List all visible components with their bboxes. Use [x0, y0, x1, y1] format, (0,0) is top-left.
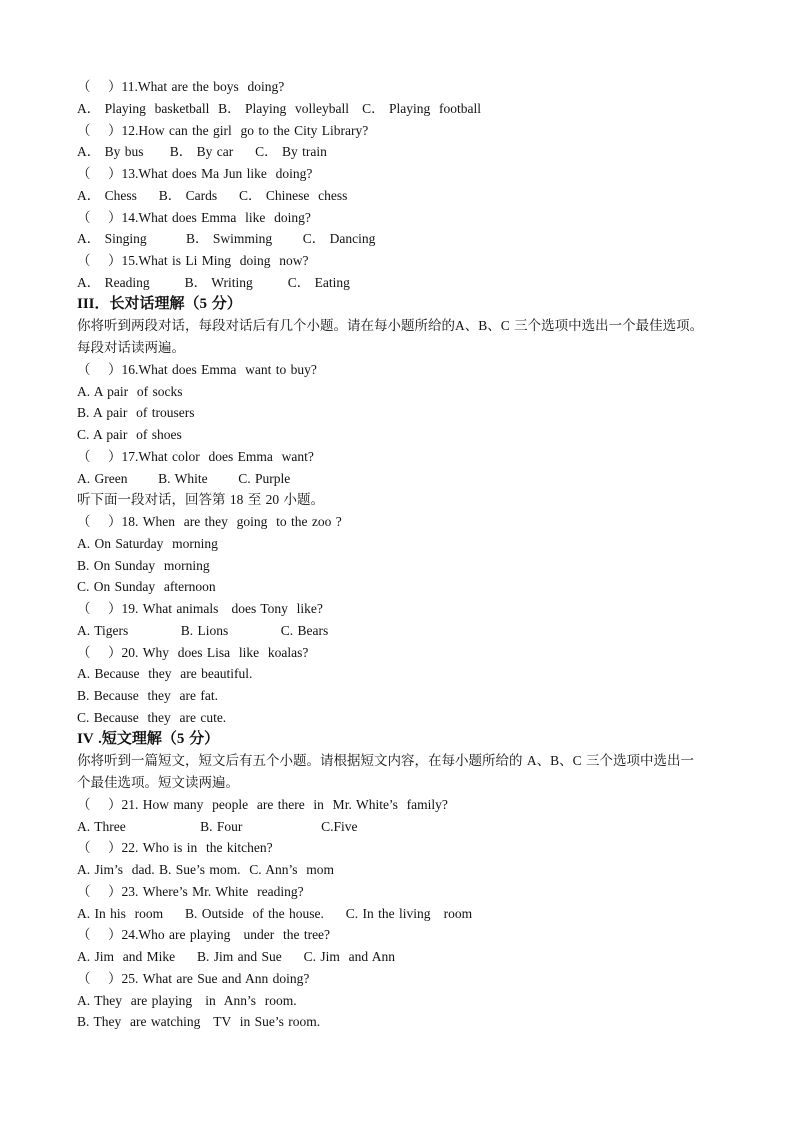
l14: A. A pair of socks: [77, 383, 183, 399]
instruction-line: 每段对话读两遍。: [77, 340, 185, 355]
l43: B. They are watching TV in Sue’s room.: [77, 1014, 321, 1030]
l40: A. Jim and Mike B. Jim and Sue C. Jim and Ann: [77, 949, 395, 964]
l25: A. Tigers B. Lions C. Bears: [77, 622, 329, 638]
l33: （ ）21. How many people are there in Mr. White’s family?: [77, 796, 448, 812]
l42: A. They are playing in Ann’s room.: [77, 992, 297, 1008]
instruction-line: 你将听到一篇短文，短文后有五个小题。请根据短文内容，在每小题所给的 A、B、C 三个选项中选出一: [77, 753, 695, 769]
l4: （ ）13.What does Ma Jun like doing?: [77, 166, 313, 181]
l38: A. In his room B. Outside of the house. C. In the living room: [77, 905, 473, 921]
instruction-line: 听下面一段对话，回答第 18 至 20 小题。: [77, 492, 324, 508]
l39: （ ）24.Who are playing under the tree?: [77, 927, 331, 943]
l24: （ ）19. What animals does Tony like?: [77, 601, 323, 616]
l36: A. Jim’s dad. B. Sue’s mom. C. Ann’s mom: [77, 862, 335, 877]
l37: （ ）23. Where’s Mr. White reading?: [77, 883, 304, 899]
l17: （ ）17.What color does Emma want?: [77, 448, 314, 464]
l15: B. A pair of trousers: [77, 405, 195, 421]
l18: A. Green B. White C. Purple: [77, 470, 291, 486]
l16: C. A pair of shoes: [77, 427, 182, 442]
l41: （ ）25. What are Sue and Ann doing?: [77, 970, 310, 986]
l29: C. Because they are cute.: [77, 709, 227, 725]
l22: B. On Sunday morning: [77, 557, 210, 573]
l8: （ ）15.What is Li Ming doing now?: [77, 253, 309, 268]
l9: A． Reading B． Writing C． Eating: [77, 274, 350, 290]
l5: A． Chess B． Cards C． Chinese chess: [77, 187, 348, 203]
l6: （ ）14.What does Emma like doing?: [77, 209, 311, 225]
l7: A． Singing B． Swimming C． Dancing: [77, 231, 376, 247]
l3: A． By bus B． By car C． By train: [77, 144, 327, 160]
l34: A. Three B. Four C.Five: [77, 818, 358, 834]
instruction-line: 个最佳选项。短文读两遍。: [77, 775, 239, 790]
l26: （ ）20. Why does Lisa like koalas?: [77, 644, 309, 660]
l20: （ ）18. When are they going to the zoo ?: [77, 514, 342, 529]
l23: C. On Sunday afternoon: [77, 579, 216, 595]
l35: （ ）22. Who is in the kitchen?: [77, 840, 273, 856]
exam-page: [77, 76, 737, 1033]
l21: A. On Saturday morning: [77, 535, 218, 551]
l1: A． Playing basketball B． Playing volleyball C． Playing football: [77, 100, 481, 116]
section-heading-iii: III．长对话理解（5 分）: [77, 295, 242, 312]
instruction-line: 你将听到两段对话，每段对话后有几个小题。请在每小题所给的A、B、C 三个选项中选出一个最佳选项。: [77, 318, 704, 334]
l28: B. Because they are fat.: [77, 688, 218, 703]
section-heading-iv: IV .短文理解（5 分）: [77, 730, 220, 747]
l2: （ ）12.How can the girl go to the City Library?: [77, 122, 369, 138]
l13: （ ）16.What does Emma want to buy?: [77, 361, 317, 377]
l27: A. Because they are beautiful.: [77, 666, 253, 682]
l0: （ ）11.What are the boys doing?: [77, 79, 285, 94]
